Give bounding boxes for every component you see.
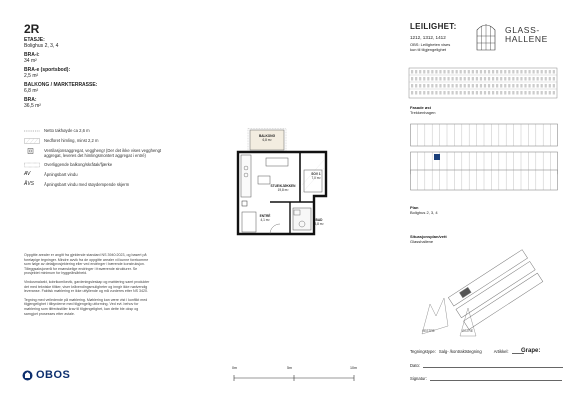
legend-item: Nedforet himling, minst 2,2 m <box>24 138 174 144</box>
facade-window <box>464 84 466 88</box>
facade-window <box>460 77 462 81</box>
facade-window <box>516 91 518 95</box>
compass-west: VESTRE <box>422 329 435 333</box>
facade-window <box>452 91 454 95</box>
legend-item: Ventilasjonsaggregat, veggheng! (Der det ikke vises vegghengt aggregat, leveres det himlingsmontert aggregat i entré) <box>24 148 174 158</box>
facade-window <box>492 91 494 95</box>
facade-window <box>480 91 482 95</box>
facade-window <box>553 91 555 95</box>
date-row: Dato: <box>410 363 563 368</box>
facade-window <box>541 91 543 95</box>
facade-window <box>439 70 441 74</box>
facade-window <box>443 84 445 88</box>
scale-label: 0m <box>232 366 237 370</box>
facade-window <box>447 70 449 74</box>
facade-window <box>484 91 486 95</box>
scale-label: 10m <box>350 366 357 370</box>
facade-window <box>533 77 535 81</box>
facade-window <box>415 70 417 74</box>
facade-window <box>484 77 486 81</box>
facade-window <box>443 91 445 95</box>
facade-window <box>545 77 547 81</box>
facade-window <box>427 77 429 81</box>
facade-window <box>492 84 494 88</box>
facade-window <box>528 84 530 88</box>
facade-window <box>452 70 454 74</box>
apartment-title: LEILIGHET: <box>410 22 457 31</box>
drawing-type-value: Salg- /kontraktstegning <box>438 349 482 354</box>
facade-window <box>537 70 539 74</box>
scale-bar-graphic <box>232 373 356 383</box>
facade-window <box>528 70 530 74</box>
facade-window <box>492 70 494 74</box>
facade-window <box>435 77 437 81</box>
facade-window <box>431 70 433 74</box>
facade-window <box>435 70 437 74</box>
facade-window <box>456 84 458 88</box>
facade-window <box>533 84 535 88</box>
room-balcony: BALKONG 6,8 m² <box>258 134 276 142</box>
facade-window <box>468 70 470 74</box>
facade-window <box>452 84 454 88</box>
floor-info <box>24 37 58 49</box>
facade-window <box>500 77 502 81</box>
spec-bra-e: BRA-e (sportsbod): 2,5 m² <box>24 67 71 79</box>
facade-window <box>480 77 482 81</box>
facade-window <box>537 77 539 81</box>
situation-plan-drawing <box>420 246 560 338</box>
facade-window <box>423 91 425 95</box>
legend <box>24 128 174 192</box>
apartment-note: OBS: Leiligheten vises kun til tilgjengelighet <box>410 42 451 52</box>
project-name: GLASS- HALLENE <box>505 25 548 44</box>
facade-window <box>504 91 506 95</box>
facade-window <box>476 84 478 88</box>
scale-bar <box>232 366 356 386</box>
facade-window <box>512 91 514 95</box>
room-bedroom: SOV 1 7,0 m² <box>311 172 321 180</box>
facade-window <box>508 84 510 88</box>
room-entry: ENTRÉ 4,1 m² <box>259 214 271 222</box>
ventilation-unit-icon <box>24 148 40 154</box>
situation-caption: Situasjonsplan/vett Glasshallene <box>410 234 447 244</box>
facade-window <box>456 91 458 95</box>
facade-window <box>411 84 413 88</box>
facade-window <box>488 77 490 81</box>
facade-window <box>520 70 522 74</box>
keyplan-lower-drawing <box>410 166 558 194</box>
facade-window <box>468 77 470 81</box>
facade-window <box>504 77 506 81</box>
facade-window <box>496 91 498 95</box>
facade-window <box>500 84 502 88</box>
facade-window <box>435 91 437 95</box>
facade-window <box>468 91 470 95</box>
facade-window <box>439 77 441 81</box>
facade-window <box>476 70 478 74</box>
floor-label: ETASJE: <box>24 37 45 43</box>
facade-window <box>545 84 547 88</box>
facade-window <box>524 91 526 95</box>
facade-window <box>541 84 543 88</box>
facade-window <box>419 70 421 74</box>
facade-window <box>520 84 522 88</box>
facade-window <box>423 77 425 81</box>
facade-window <box>431 91 433 95</box>
facade-window <box>443 77 445 81</box>
facade-window <box>415 91 417 95</box>
facade-window <box>415 77 417 81</box>
highlighted-unit-marker <box>434 154 440 160</box>
facade-window <box>439 84 441 88</box>
facade-window <box>464 91 466 95</box>
facade-window <box>512 70 514 74</box>
unit-id: 2R <box>24 22 40 36</box>
facade-drawing <box>408 64 558 104</box>
facade-window <box>411 91 413 95</box>
spec-bra-i: BRA-i: 34 m² <box>24 52 40 64</box>
facade-window <box>516 70 518 74</box>
obos-emblem-icon <box>22 370 33 381</box>
facade-window <box>504 84 506 88</box>
facade-window <box>549 70 551 74</box>
facade-window <box>472 70 474 74</box>
facade-window <box>545 91 547 95</box>
facade-window <box>472 77 474 81</box>
facade-window <box>411 70 413 74</box>
facade-window <box>464 77 466 81</box>
facade-window <box>520 91 522 95</box>
facade-window <box>411 77 413 81</box>
disclaimer-notes <box>24 253 150 320</box>
spec-balcony: BALKONG / MARKTERRASSE: 6,8 m² <box>24 82 98 94</box>
facade-window <box>508 77 510 81</box>
facade-window <box>549 91 551 95</box>
facade-window <box>533 91 535 95</box>
spec-bra: BRA: 36,5 m² <box>24 97 41 109</box>
facade-window <box>500 91 502 95</box>
facade-window <box>460 70 462 74</box>
room-living-kitchen: STUE/KJØKKEN 19,8 m² <box>270 184 296 192</box>
plan-caption: Plan Bolighus 2, 3, 4 <box>410 205 438 215</box>
grape-label: Grape: <box>521 348 541 354</box>
facade-window <box>423 84 425 88</box>
window-symbol: AV <box>24 171 31 177</box>
facade-window <box>533 70 535 74</box>
facade-window <box>528 91 530 95</box>
facade-window <box>427 91 429 95</box>
signature-field[interactable] <box>430 376 562 381</box>
legend-item: AV Åpningsbart vindu <box>24 171 78 177</box>
facade-window <box>460 91 462 95</box>
compass-east: ØSTRE <box>462 329 473 333</box>
facade-window <box>512 84 514 88</box>
floor-value: Bolighus 2, 3, 4 <box>24 43 59 49</box>
facade-window <box>476 77 478 81</box>
note-paragraph: Vindusmalarkt, kobrikomikevik, gardeningsleskap og møblering samt produkter det med tekniske tiltker, viser kråvendingsmuligheter og inngir ikke nødvendig leveranse. Faktisk møblering er ikke utfyllende og må vurderes etter NS 3420. <box>24 279 150 294</box>
facade-window <box>553 84 555 88</box>
facade-window <box>496 77 498 81</box>
date-field[interactable] <box>423 363 563 368</box>
facade-window <box>480 70 482 74</box>
facade-window <box>549 84 551 88</box>
obos-logo <box>22 369 70 381</box>
facade-window <box>541 77 543 81</box>
facade-window <box>443 70 445 74</box>
facade-window <box>516 84 518 88</box>
signature-row: Signatur: <box>410 376 562 381</box>
facade-window <box>516 77 518 81</box>
dotted-box-icon <box>24 162 40 168</box>
facade-window <box>484 84 486 88</box>
facade-window <box>476 91 478 95</box>
note-paragraph: Tegning med veiledende på møblering. Møblering kan være vist i konflikt med tilgjengelighet i tilbyrderne med tilgjengelig utforming. Ved evt. behov for møblering som tilfredsstiller krav til tilgjengelighet, kan dette ble oksp og samgjort prosesses etter avtale. <box>24 297 148 316</box>
facade-window <box>549 77 551 81</box>
facade-window <box>553 77 555 81</box>
scale-label: 5m <box>287 366 292 370</box>
facade-window <box>508 70 510 74</box>
facade-window <box>553 70 555 74</box>
facade-window <box>537 91 539 95</box>
facade-window <box>431 77 433 81</box>
facade-window <box>419 84 421 88</box>
facade-window <box>456 77 458 81</box>
facade-window <box>472 91 474 95</box>
facade-window <box>427 84 429 88</box>
facade-window <box>520 77 522 81</box>
facade-window <box>496 84 498 88</box>
facade-window <box>447 77 449 81</box>
dash-line-icon <box>24 128 40 134</box>
facade-window <box>524 77 526 81</box>
facade-window <box>480 84 482 88</box>
facade-window <box>472 84 474 88</box>
facade-window <box>524 84 526 88</box>
apartment-numbers: 1212, 1312, 1412 <box>410 35 446 40</box>
facade-window <box>456 70 458 74</box>
facade-window <box>484 70 486 74</box>
facade-window <box>460 84 462 88</box>
legend-item: Overliggende balkong/skråtak/fjærke <box>24 162 174 168</box>
facade-window <box>488 91 490 95</box>
facade-window <box>468 84 470 88</box>
facade-window <box>545 70 547 74</box>
facade-window <box>528 77 530 81</box>
facade-window <box>447 84 449 88</box>
room-bathroom: BAD 3,8 m² <box>314 218 324 226</box>
legend-item: ÅVS Åpningsbart vindu med støydempende skjerm <box>24 181 130 187</box>
facade-window <box>512 77 514 81</box>
facade-window <box>492 77 494 81</box>
facade-window <box>500 70 502 74</box>
window-screen-symbol: ÅVS <box>24 181 35 187</box>
facade-window <box>508 91 510 95</box>
facade-window <box>537 84 539 88</box>
facade-window <box>419 77 421 81</box>
obos-logo-text: OBOS <box>36 369 71 381</box>
facade-window <box>504 70 506 74</box>
facade-window <box>488 84 490 88</box>
facade-window <box>496 70 498 74</box>
facade-window <box>427 70 429 74</box>
drawing-type-row: Tegningstype: Salg- /kontraktstegning Artikkel: <box>410 349 524 354</box>
facade-window <box>541 70 543 74</box>
facade-window <box>439 91 441 95</box>
facade-window <box>415 84 417 88</box>
facade-window <box>452 77 454 81</box>
legend-item: Netto takhøyde ca 2,6 m <box>24 128 174 134</box>
facade-window <box>488 70 490 74</box>
facade-window <box>464 70 466 74</box>
facade-window <box>423 70 425 74</box>
facade-window <box>419 91 421 95</box>
facade-window <box>435 84 437 88</box>
note-paragraph: Oppgitte arealer er angitt fra gjeldende standard NS 3940:2023, og basert på foreløpige tegninger. Mindre avvik fra de oppgitte arealer vil kunne forekomme som følge av detaljprosjektering eller ved endringer i bærende konstruksjon. Tilleggsaksjonerå for enønskelige endringer i fraværende strukturer. Se prosjektet minimum for byggeårsårbeid. <box>24 253 149 276</box>
facade-window <box>447 91 449 95</box>
facade-window <box>524 70 526 74</box>
hatch-icon <box>24 138 40 144</box>
facade-window <box>431 84 433 88</box>
facade-caption: Fasade øst Trekkenhagen <box>410 105 436 115</box>
